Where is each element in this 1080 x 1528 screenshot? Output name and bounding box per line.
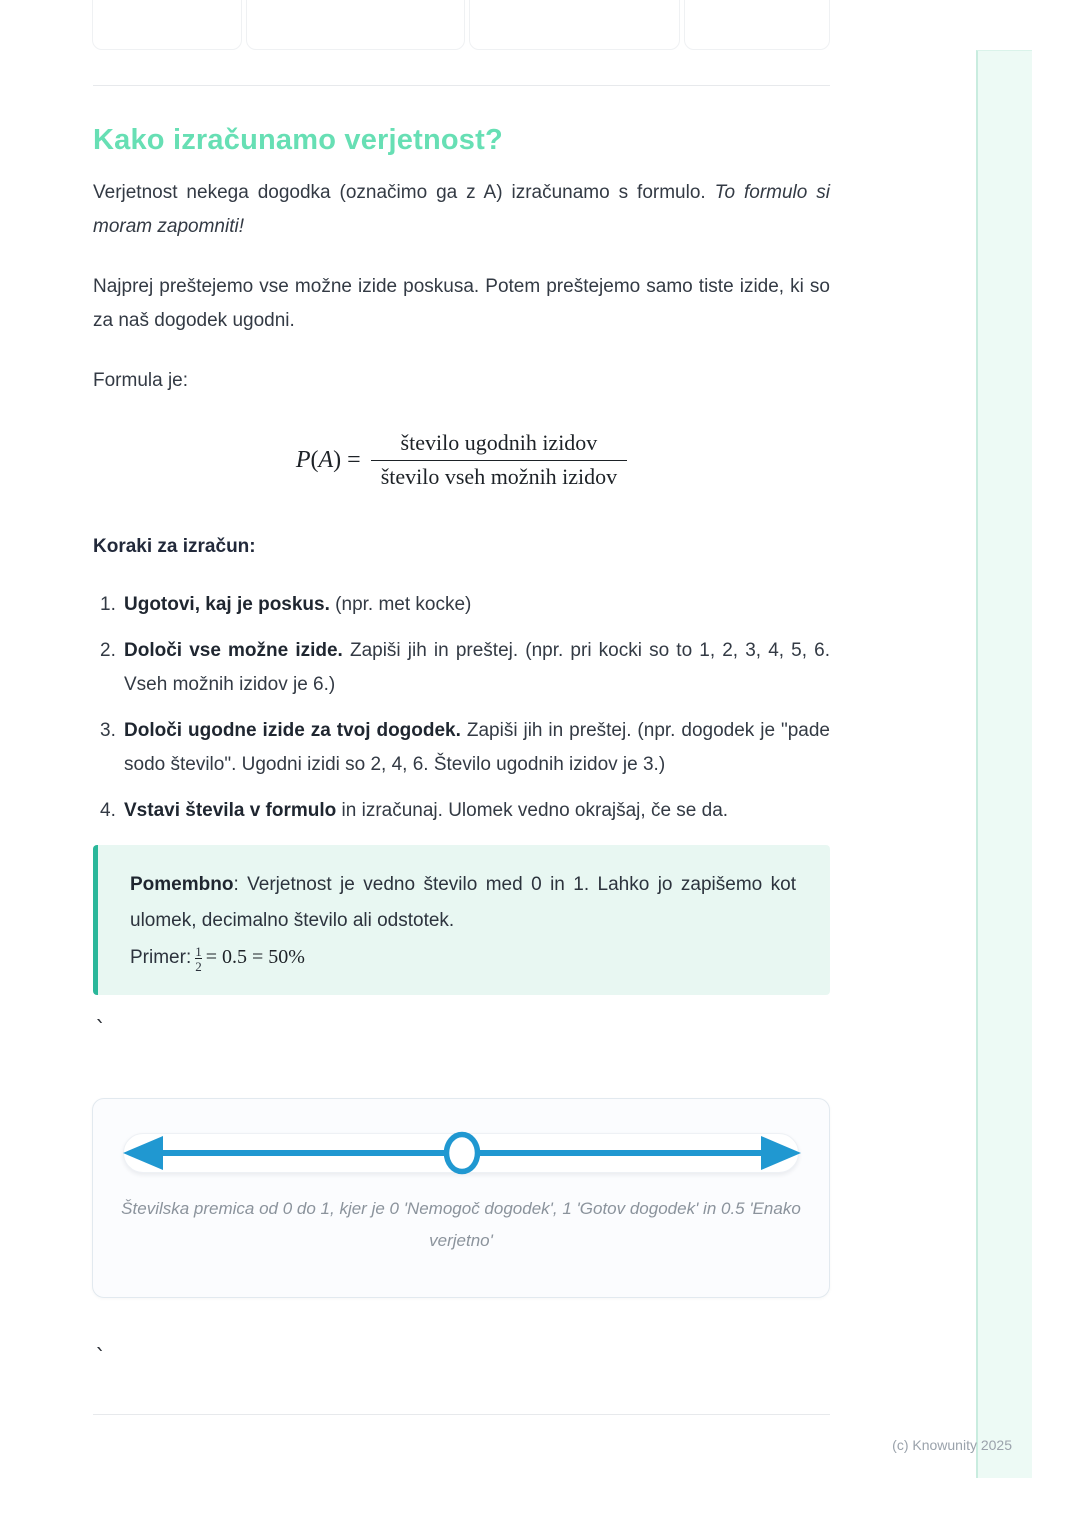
formula-denominator: število vseh možnih izidov [371, 460, 627, 490]
list-item-number: 2. [100, 640, 116, 661]
list-item-number: 1. [100, 594, 116, 615]
formula-lhs: P(A) = [295, 446, 361, 473]
list-item [93, 714, 830, 782]
important-callout [93, 845, 830, 995]
intro-paragraph-1 [93, 176, 830, 244]
list-item [93, 794, 830, 828]
list-item-bold: Določi ugodne izide za tvoj dogodek. [124, 720, 461, 741]
callout-example-line [130, 939, 796, 976]
callout-lead: Pomembno [130, 874, 234, 895]
number-line-caption: Številska premica od 0 do 1, kjer je 0 'Nemogoč dogodek', 1 'Gotov dogodek' in 0.5 'Enako verjetno' [121, 1199, 801, 1250]
steps-heading: Koraki za izračun: [93, 536, 256, 557]
list-item-rest: Zapiši jih in preštej. (npr. pri kocki so to 1, 2, 3, 4, 5, 6. Vseh možnih izidov je 6.) [124, 640, 830, 695]
top-card-cutoff-3 [469, 0, 680, 50]
top-card-cutoff-1 [92, 0, 242, 50]
page-title: Kako izračunamo verjetnost? [93, 124, 503, 156]
top-card-cutoff-2 [246, 0, 465, 50]
probability-formula [93, 430, 830, 490]
list-item-number: 4. [100, 800, 116, 821]
right-side-accent-strip [976, 50, 1032, 1478]
list-item-rest: Zapiši jih in preštej. (npr. dogodek je "pade sodo število". Ugodni izidi so 2, 4, 6. Število ugodnih izidov je 3.) [124, 720, 830, 775]
section-divider-bottom [93, 1414, 830, 1415]
list-item-bold: Ugotovi, kaj je poskus. [124, 594, 330, 615]
stray-backtick-1: ` [94, 1018, 108, 1043]
formula-numerator: število ugodnih izidov [400, 430, 598, 455]
number-line-card [92, 1098, 830, 1298]
section-divider-top [93, 85, 830, 86]
intro-paragraph-1-normal: Verjetnost nekega dogodka (označimo ga z A) izračunamo s formulo. [93, 182, 715, 203]
list-item [93, 634, 830, 702]
top-card-cutoff-4 [684, 0, 830, 50]
list-item-number: 3. [100, 720, 116, 741]
list-item-rest: (npr. met kocke) [329, 594, 472, 615]
intro-paragraph-2: Najprej preštejemo vse možne izide poskusa. Potem preštejemo samo tiste izide, ki so za naš dogodek ugodni. [93, 276, 830, 331]
list-item [93, 588, 830, 622]
formula-lead-in: Formula je: [93, 370, 189, 391]
callout-body: : Verjetnost je vedno število med 0 in 1. Lahko jo zapišemo kot ulomek, decimalno število ali odstotek. [130, 874, 796, 931]
number-line-arrow [123, 1123, 801, 1183]
right-arrowhead-icon [761, 1136, 801, 1170]
example-equation: = 0.5 = 50% [205, 946, 305, 968]
left-arrowhead-icon [123, 1136, 163, 1170]
example-label: Primer: [130, 947, 192, 968]
example-fraction: $\frac{1}{2}$ [195, 944, 202, 974]
number-line-marker-circle [447, 1135, 478, 1172]
list-item-rest: in izračunaj. Ulomek vedno okrajšaj, če se da. [336, 800, 729, 821]
list-item-bold: Vstavi števila v formulo [124, 800, 337, 821]
copyright-note: (c) Knowunity 2025 [892, 1437, 1012, 1453]
stray-backtick-2: ` [94, 1346, 108, 1371]
steps-list [93, 588, 830, 840]
intro-paragraph-1-italic: To formulo si moram zapomniti! [93, 182, 830, 237]
list-item-bold: Določi vse možne izide. [124, 640, 343, 661]
formula-fraction [371, 430, 627, 490]
